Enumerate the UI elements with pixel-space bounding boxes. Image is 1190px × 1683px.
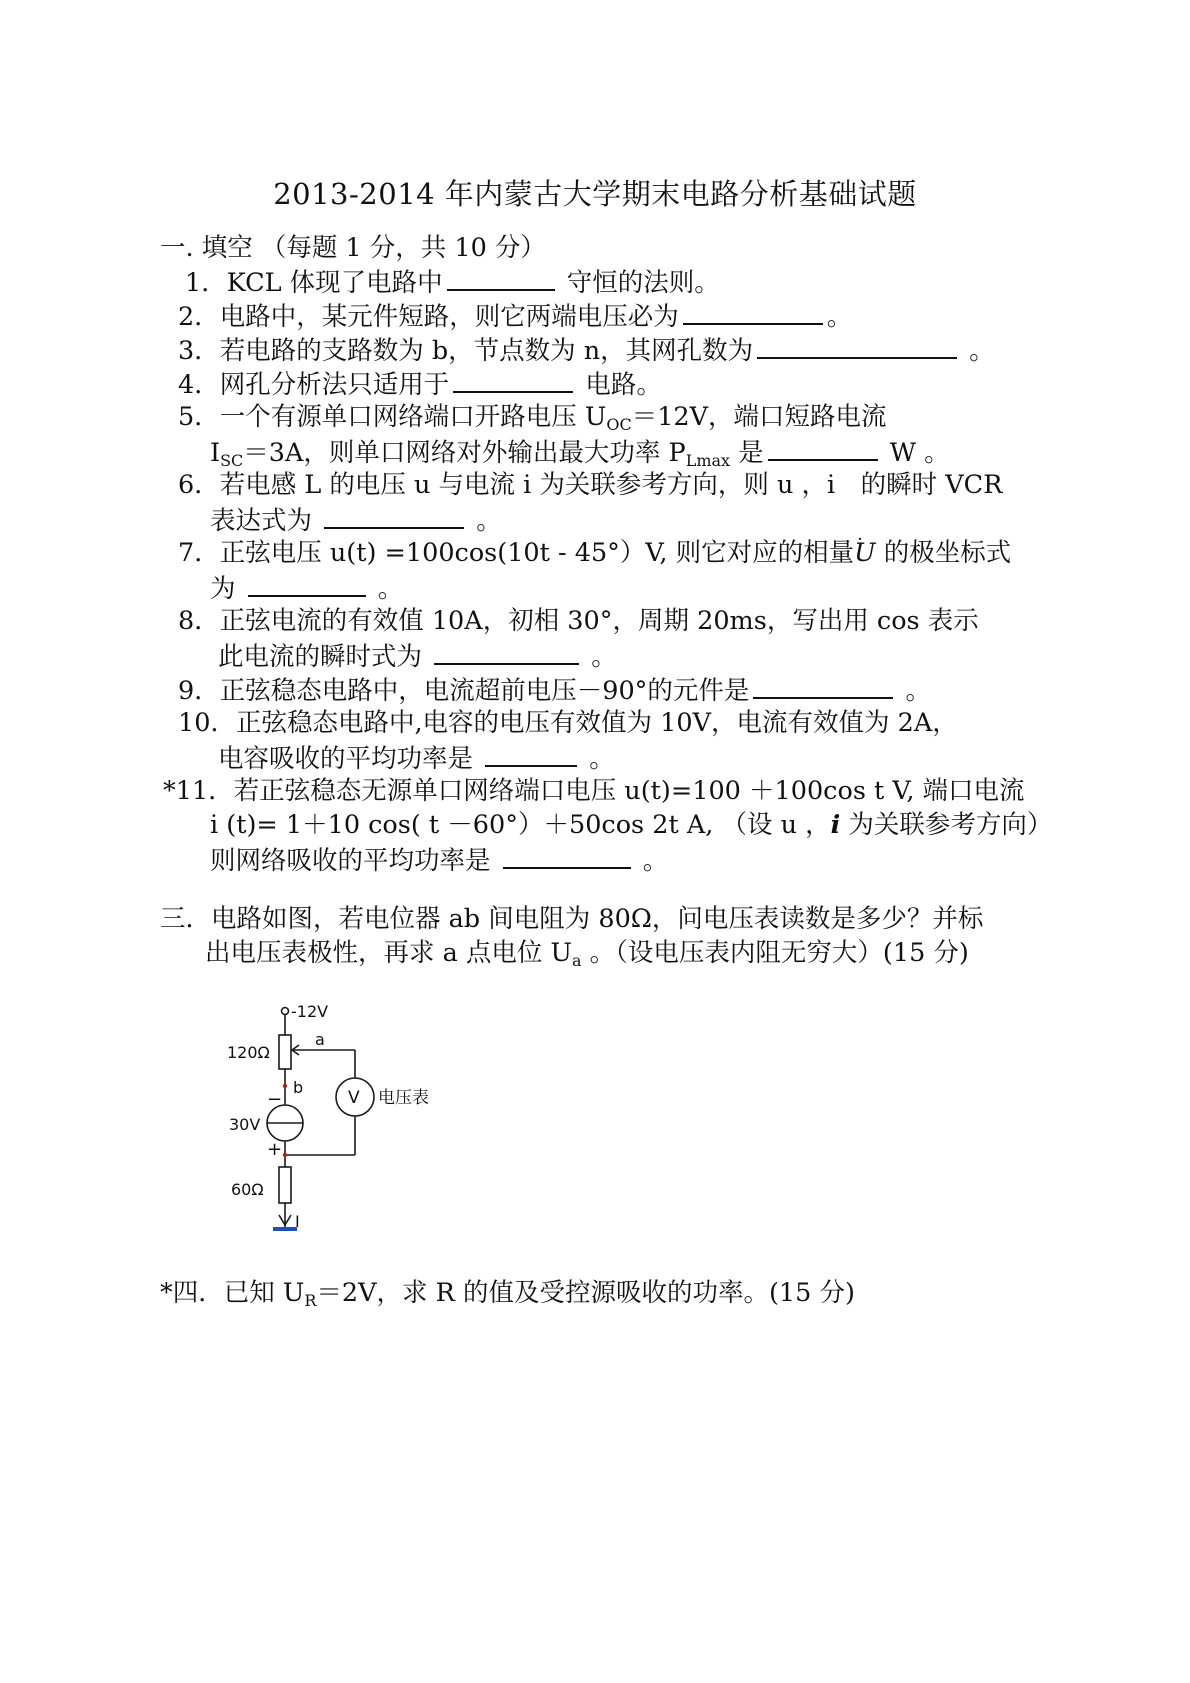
source-minus: − <box>267 1089 283 1110</box>
q5-sub-sc: SC <box>220 451 244 470</box>
resistor-60 <box>279 1167 291 1203</box>
current-label: I <box>295 1212 300 1231</box>
question-3 <box>178 333 995 367</box>
q2-text-end: 。 <box>826 302 853 332</box>
question-1 <box>185 265 720 299</box>
phasor-u: · U <box>854 538 876 568</box>
r2-label: 60Ω <box>231 1180 264 1199</box>
q5-text-2: ＝3A，则单口网络对外输出最大功率 P <box>243 438 686 468</box>
node-bottom-dot <box>283 1153 287 1157</box>
question-6-line1: 6．若电感 L 的电压 u 与电流 i 为关联参考方向，则 u ，i 的瞬时 VCR <box>178 470 1003 500</box>
section4-line <box>160 1277 855 1317</box>
q5-text-3: 是 <box>730 438 764 468</box>
question-8-line1: 8．正弦电流的有效值 10A，初相 30°，周期 20ms，写出用 cos 表示 <box>178 606 979 636</box>
source-plus: + <box>267 1139 283 1160</box>
q1-text-end: 守恒的法则。 <box>558 268 720 298</box>
q1-blank <box>447 265 555 291</box>
voltmeter-label: 电压表 <box>378 1088 429 1108</box>
q9-text-end: 。 <box>897 676 932 706</box>
supply-terminal <box>282 1008 289 1015</box>
q10-text-end: 。 <box>581 744 615 774</box>
r1-label: 120Ω <box>227 1043 270 1062</box>
question-7-line1 <box>178 537 1011 569</box>
node-a-label: a <box>315 1030 325 1049</box>
question-11-line1: *11．若正弦稳态无源单口网络端口电压 u(t)=100 ＋100cos t V, 端口电流 <box>163 776 1025 806</box>
q11-current-i: i <box>830 810 841 840</box>
q7-text-end: 。 <box>369 574 404 604</box>
question-10-line1: 10．正弦稳态电路中,电容的电压有效值为 10V，电流有效值为 2A， <box>178 708 958 738</box>
potentiometer <box>279 1035 291 1069</box>
question-11-line2 <box>210 809 1052 841</box>
q7-text: 7．正弦电压 u(t) =100cos(10t - 45°）V, 则它对应的相量 <box>178 538 855 568</box>
q10-text: 电容吸收的平均功率是 <box>218 744 474 774</box>
question-11-line3 <box>210 843 668 877</box>
q9-text: 9．正弦稳态电路中，电流超前电压－90°的元件是 <box>178 676 750 706</box>
question-2 <box>178 299 852 333</box>
question-9 <box>178 673 931 707</box>
q7-blank <box>248 571 366 597</box>
s4-text-end: ＝2V，求 R 的值及受控源吸收的功率。(15 分) <box>316 1278 855 1308</box>
q8-text-end: 。 <box>583 642 617 672</box>
section1-heading: 一. 填空 （每题 1 分，共 10 分） <box>160 233 546 263</box>
voltmeter-symbol: V <box>348 1088 360 1108</box>
question-6-line2 <box>210 503 502 537</box>
q5-text: 5．一个有源单口网络端口开路电压 U <box>178 402 607 432</box>
q8-blank <box>434 639 579 665</box>
s4-sub-r: R <box>304 1291 317 1310</box>
s4-text: *四．已知 U <box>160 1278 305 1308</box>
q11-text-3: 则网络吸收的平均功率是 <box>210 846 491 876</box>
s3-sub-a: a <box>572 951 582 970</box>
q4-text-end: 电路。 <box>577 370 662 400</box>
question-7-line2 <box>210 571 403 605</box>
q11-text: i (t)= 1＋10 cos( t －60°）＋50cos 2t A, （设 u ， <box>210 810 831 840</box>
q4-text: 4．网孔分析法只适用于 <box>178 370 450 400</box>
section3-line2 <box>205 937 969 977</box>
q4-blank <box>453 367 573 393</box>
q5-blank <box>768 435 878 461</box>
q5-text-end: ＝12V，端口短路电流 <box>631 402 887 432</box>
q2-blank <box>683 299 823 325</box>
q6-text-end: 。 <box>468 506 502 536</box>
q3-blank <box>757 333 957 359</box>
q11-blank <box>503 843 631 869</box>
source-label: 30V <box>229 1115 261 1134</box>
q7-wei: 为 <box>210 574 236 604</box>
q7-text-2: 的极坐标式 <box>875 538 1012 568</box>
supply-label: -12V <box>291 1002 329 1021</box>
question-8-line2 <box>218 639 617 673</box>
s3-text-end: 。（设电压表内阻无穷大）(15 分) <box>581 938 969 968</box>
q5-isc: I <box>210 438 221 468</box>
page-title: 2013-2014 年内蒙古大学期末电路分析基础试题 <box>273 177 917 211</box>
q11-text-2: 为关联参考方向） <box>840 810 1053 840</box>
q9-blank <box>753 673 893 699</box>
q2-text: 2．电路中，某元件短路，则它两端电压必为 <box>178 302 679 332</box>
q11-text-end: 。 <box>634 846 669 876</box>
q3-text: 3．若电路的支路数为 b，节点数为 n，其网孔数为 <box>178 336 754 366</box>
q5-sub-oc: OC <box>606 415 632 434</box>
q1-text: 1．KCL 体现了电路中 <box>185 268 443 298</box>
question-10-line2 <box>218 741 615 775</box>
question-4 <box>178 367 662 401</box>
q5-sub-lmax: Lmax <box>685 451 731 470</box>
section3-line1: 三．电路如图，若电位器 ab 间电阻为 80Ω，问电压表读数是多少？并标 <box>160 904 984 934</box>
q10-blank <box>485 741 577 767</box>
q6-text: 表达式为 <box>210 506 313 536</box>
circuit-diagram <box>215 995 515 1255</box>
s3-text: 出电压表极性，再求 a 点电位 U <box>205 938 573 968</box>
q5-text-end2: W 。 <box>881 438 950 468</box>
q8-text: 此电流的瞬时式为 <box>218 642 423 672</box>
q6-blank <box>324 503 464 529</box>
node-b-dot <box>283 1084 287 1088</box>
q3-text-end: 。 <box>961 336 995 366</box>
node-b-label: b <box>293 1078 304 1097</box>
